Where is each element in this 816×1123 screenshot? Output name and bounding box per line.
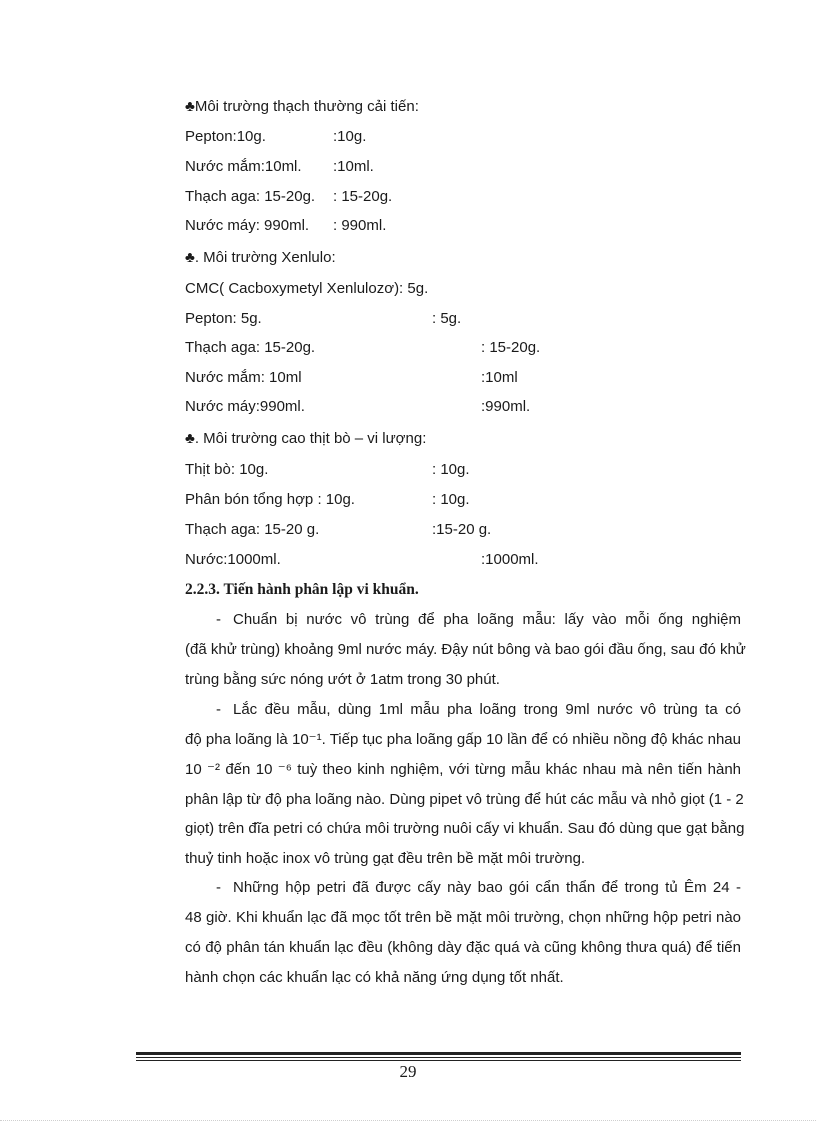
section-title-xenlulo: ♣. Môi trường Xenlulo: <box>185 249 336 266</box>
recipe-amount: :1000ml. <box>481 551 539 568</box>
recipe-ingredient: Nước:1000ml. <box>185 551 281 568</box>
page-edge-divider <box>0 1120 816 1121</box>
paragraph-line: trùng bằng sức nóng ướt ở 1atm trong 30 phút. <box>185 671 500 688</box>
paragraph-line: 10 ⁻² đến 10 ⁻⁶ tuỳ theo kinh nghiệm, với từng mẫu khác nhau mà nên tiến hành <box>185 761 741 778</box>
recipe-ingredient: Thạch aga: 15-20g. <box>185 339 316 356</box>
recipe-ingredient: Thịt bò: 10g. <box>185 461 269 478</box>
recipe-ingredient: Nước mắm: 10ml <box>185 369 302 386</box>
recipe-amount: :15-20 g. <box>432 521 492 538</box>
section-heading: 2.2.3. Tiến hành phân lập vi khuẩn. <box>185 581 419 598</box>
section-title-thach-thuong: ♣Môi trường thạch thường cải tiến: <box>185 98 419 115</box>
paragraph-line: Lắc đều mẫu, dùng 1ml mẫu pha loãng trong 9ml nước vô trùng ta có <box>233 701 741 718</box>
paragraph-line: phân lập từ độ pha loãng nào. Dùng pipet vô trùng để hút các mẫu và nhỏ giọt (1 - 2 <box>185 791 744 808</box>
recipe-amount: : 10g. <box>432 461 470 478</box>
recipe-ingredient: CMC( Cacboxymetyl Xenlulozơ): 5g. <box>185 280 429 297</box>
paragraph-dash: - <box>216 701 221 718</box>
paragraph-line: 48 giờ. Khi khuẩn lạc đã mọc tốt trên bề mặt môi trường, chọn những hộp petri nào <box>185 909 741 926</box>
paragraph-line: giọt) trên đĩa petri có chứa môi trường nuôi cấy vi khuẩn. Sau đó dùng que gạt bằng <box>185 820 745 837</box>
recipe-amount: :990ml. <box>481 398 531 415</box>
recipe-amount: : 5g. <box>432 310 462 327</box>
recipe-ingredient: Thạch aga: 15-20 g. <box>185 521 320 538</box>
footer-rule-thin <box>136 1057 741 1058</box>
recipe-ingredient: Nước máy:990ml. <box>185 398 305 415</box>
recipe-ingredient: Pepton: 5g. <box>185 310 262 327</box>
recipe-amount: : 10g. <box>432 491 470 508</box>
recipe-amount: :10ml <box>481 369 518 386</box>
recipe-ingredient: Pepton:10g. <box>185 128 266 145</box>
recipe-amount: :10ml. <box>333 158 374 175</box>
paragraph-line: độ pha loãng là 10⁻¹. Tiếp tục pha loãng gấp 10 lần để có nhiều nồng độ khác nhau <box>185 731 741 748</box>
section-title-cao-thit-bo: ♣. Môi trường cao thịt bò – vi lượng: <box>185 430 427 447</box>
recipe-amount: : 15-20g. <box>481 339 541 356</box>
footer-rule-thick <box>136 1052 741 1055</box>
recipe-amount: :10g. <box>333 128 367 145</box>
recipe-ingredient: Nước mắm:10ml. <box>185 158 302 175</box>
recipe-ingredient: Phân bón tổng hợp : 10g. <box>185 491 355 508</box>
paragraph-line: Những hộp petri đã được cấy này bao gói cẩn thẩn để trong tủ Êm 24 - <box>233 879 741 896</box>
paragraph-line: Chuẩn bị nước vô trùng để pha loãng mẫu: lấy vào mỗi ống nghiệm <box>233 611 741 628</box>
paragraph-line: thuỷ tinh hoặc inox vô trùng gạt đều trên bề mặt môi trường. <box>185 850 586 867</box>
page-number: 29 <box>399 1062 417 1081</box>
paragraph-line: (đã khử trùng) khoảng 9ml nước máy. Đậy nút bông và bao gói đầu ống, sau đó khử <box>185 641 746 658</box>
recipe-amount: : 15-20g. <box>333 188 393 205</box>
paragraph-line: có độ phân tán khuẩn lạc đều (không dày đặc quá và cũng không thưa quá) để tiến <box>185 939 741 956</box>
paragraph-dash: - <box>216 611 221 628</box>
footer-rule-thin <box>136 1060 741 1061</box>
paragraph-dash: - <box>216 879 221 896</box>
recipe-amount: : 990ml. <box>333 217 387 234</box>
recipe-ingredient: Nước máy: 990ml. <box>185 217 310 234</box>
recipe-ingredient: Thạch aga: 15-20g. <box>185 188 316 205</box>
paragraph-line: hành chọn các khuẩn lạc có khả năng ứng dụng tốt nhất. <box>185 969 564 986</box>
